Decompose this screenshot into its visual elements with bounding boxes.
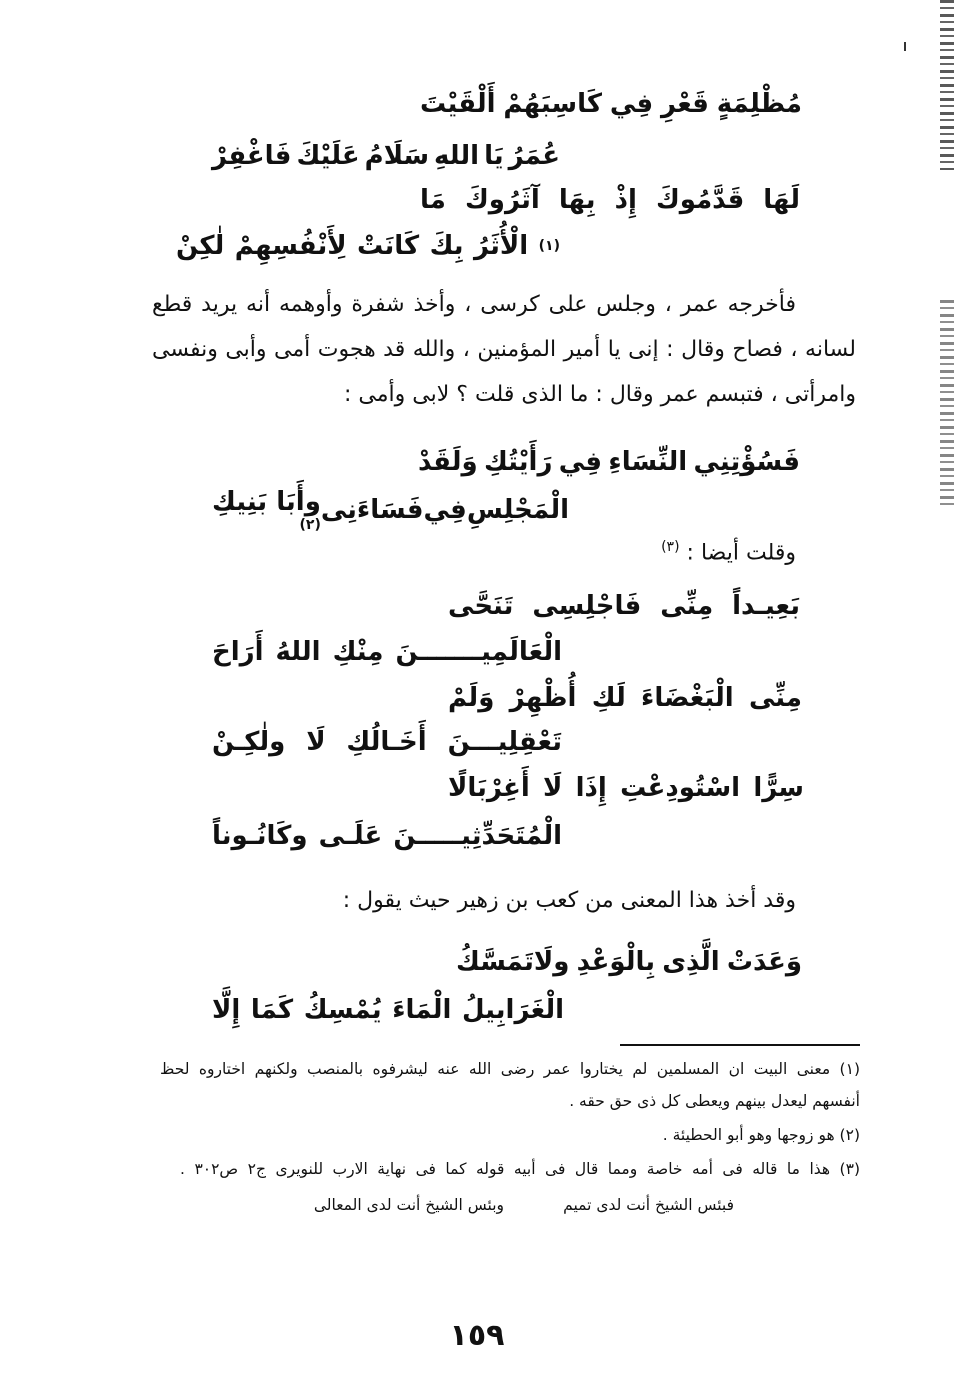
poem1-line-4 [176, 226, 560, 266]
verse-word: اللهِ [434, 141, 480, 171]
verse-word: كَانَتْ [357, 231, 420, 261]
poem3-line-6 [212, 816, 562, 856]
scan-edge-mark [940, 300, 954, 510]
verse-word: قَدَّمُوكَ [655, 185, 745, 215]
page-number: ١٥٩ [449, 1318, 505, 1353]
poem3-line-2 [212, 632, 562, 672]
footnote-ref: (١) [538, 238, 560, 254]
prose-line: وامرأتى ، فتبسم عمر وقال : ما الذى قلت ؟ لابى وأمى : [344, 382, 856, 407]
poem1-line-3 [420, 180, 800, 220]
verse-word: فَسُؤْتِنِي [693, 447, 800, 477]
verse-word: فَاجْلِسِى [532, 591, 642, 621]
verse-word: وَلَقَدْ [418, 447, 478, 477]
verse-word: اسْتُودِعْتِ [620, 773, 741, 803]
verse-word: ولٰكِـنْ [212, 727, 286, 757]
verse-word: عَلَـى [318, 821, 383, 851]
verse-word: يُمْسِكُ [303, 995, 382, 1025]
poem4-line-1 [456, 942, 802, 982]
verse-word: آثَرُوكَ [464, 185, 540, 215]
verse-word: بِكَ [429, 231, 464, 261]
verse-word: مَا [420, 185, 446, 215]
verse-word: لِأَنْفُسِهِمْ [234, 231, 347, 261]
verse-word: أُظْهِرْ [509, 683, 577, 713]
footnote-ref: (٣) [661, 539, 680, 555]
poem2-line-2 [212, 487, 570, 533]
verse-word: وَلَمْ [448, 683, 495, 713]
verse-word: بَعِيـداً [732, 591, 800, 621]
footnote-3: (٣) هذا ما قاله فى أمه خاصة ومما قال فى أبيه قوله كما فى نهاية الارب للنويرى ج٢ ص٣٠٢ . [180, 1160, 860, 1178]
verse-word: فِي [423, 495, 467, 525]
verse-word: وَعَدَتْ [726, 947, 802, 977]
prose-text: وقلت أيضا : [686, 540, 796, 566]
verse-word: فَسَاءَنِى [320, 495, 424, 525]
verse-word: قَعْرِ [661, 89, 709, 119]
verse-word: فِي [558, 447, 603, 477]
verse-word: لٰكِنْ [176, 231, 225, 261]
verse-word: الْغَرَابِيلُ [461, 995, 564, 1025]
footnote-ref: (٢) [299, 517, 321, 533]
verse-word: تَنَحَّى [448, 591, 514, 621]
verse-word: الْمُتَحَدِّثِيـــــنَ [393, 821, 562, 851]
poem3-line-1 [448, 586, 800, 626]
prose-line: فأخرجه عمر ، وجلس على كرسى ، وأخذ شفرة وأوهمه أنه يريد قطع [152, 292, 796, 317]
poem1-line-2 [212, 136, 560, 176]
verse-word: لَا [543, 773, 563, 803]
verse-word: بِالْوَعْدِ [576, 947, 655, 977]
verse-word: الْعَالَمِيـــــــنَ [395, 637, 562, 667]
poem3-line-5 [448, 768, 804, 808]
verse-word: إِذَا [575, 773, 607, 803]
verse-word: اللهُ [275, 637, 321, 667]
footnote-divider [620, 1044, 860, 1046]
verse-word: إِلَّا [212, 995, 241, 1025]
verse-word: لَا [306, 727, 326, 757]
verse-word: إِذْ [614, 185, 637, 215]
verse-word: النِّسَاءِ [608, 447, 688, 477]
verse-word: أَغِرْبَالًا [448, 773, 530, 803]
verse-word: عَلَيْكَ [296, 141, 360, 171]
prose-line: وقد أخذ هذا المعنى من كعب بن زهير حيث يقول : [342, 888, 796, 913]
scan-edge-mark [940, 0, 954, 170]
verse-word: لَهَا [763, 185, 800, 215]
verse-word: مِنْكِ [332, 637, 384, 667]
footnote-1-cont: أنفسهم ليعدل بينهم ويعطى كل ذى حق حقه . [569, 1092, 860, 1110]
verse-word: يَا [484, 141, 504, 171]
prose-line: لسانه ، فصاح وقال : إنى يا أمير المؤمنين ، والله قد هجوت أمى وأبى ونفسى [152, 337, 856, 362]
verse-word [212, 487, 321, 533]
verse-word: عُمَرُ [508, 141, 560, 171]
verse-word: الَّذِى [662, 947, 720, 977]
verse-word: الْمَجْلِسِ [466, 495, 570, 525]
verse-word: سِرًّا [753, 773, 804, 803]
verse-word: الْمَاءَ [392, 995, 452, 1025]
verse-word: مِنِّى [660, 591, 714, 621]
verse-word: الْأُثَرُ [474, 231, 529, 261]
poem1-line-1 [420, 84, 802, 124]
verse-word: مُظْلِمَةٍ [716, 89, 802, 119]
poem2-line-1 [418, 442, 800, 482]
verse-word: ولَاتَمَسَّكُ [456, 947, 570, 977]
verse-word: فِي [609, 89, 654, 119]
verse-word: كَمَا [250, 995, 294, 1025]
scan-speck [904, 42, 906, 51]
verse-phrase: وأَبَا بَنِيكِ [212, 487, 321, 517]
verse-word: فَاغْفِرْ [212, 141, 292, 171]
footnote-1: (١) معنى البيت ان المسلمين لم يختاروا عمر رضى الله عنه ليشرفوه بالمنصب ولكنهم اختاروه لحظ [160, 1060, 860, 1078]
poem3-line-4 [212, 722, 562, 762]
verse-word: أَلْقَيْتَ [420, 89, 496, 119]
footnote-3-verse-b: وبئس الشيخ أنت لدى المعالى [313, 1196, 504, 1214]
verse-word: لَكِ [591, 683, 626, 713]
poem4-line-2 [212, 990, 564, 1030]
verse-word: مِنِّى [748, 683, 802, 713]
prose-line [560, 530, 796, 564]
verse-word: رَأَيْتُكِ [483, 447, 553, 477]
verse-word: تَعْقِلِيـــنَ [447, 727, 562, 757]
verse-word: أَخَـالُكِ [346, 727, 427, 757]
footnote-3-verse-a: فبئس الشيخ أنت لدى تميم [563, 1196, 734, 1214]
verse-word: بِهَا [558, 185, 596, 215]
poem3-line-3 [448, 678, 802, 718]
verse-word: سَلَامُ [364, 141, 430, 171]
verse-word: الْبَغْضَاءَ [641, 683, 734, 713]
verse-word: كَاسِبَهُمْ [503, 89, 602, 119]
footnote-2: (٢) هو زوجها وهو أبو الحطيئة . [662, 1126, 860, 1144]
verse-word: أَرَاحَ [212, 637, 264, 667]
verse-word: وكَانُـوناً [212, 821, 308, 851]
